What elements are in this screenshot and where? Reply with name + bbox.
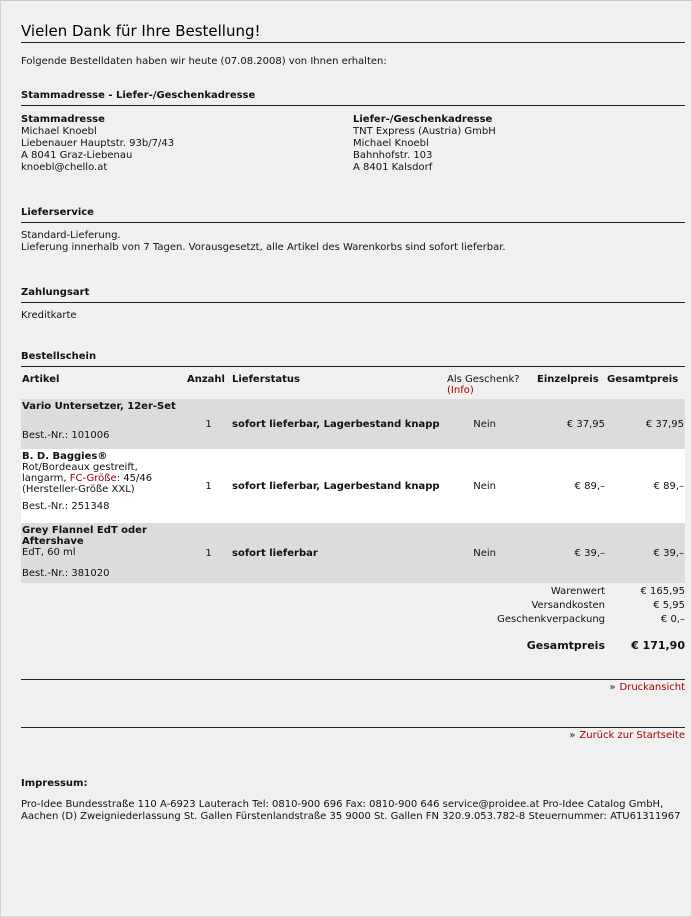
col-gift [446, 367, 536, 399]
print-link-row [21, 679, 685, 693]
delivery-address-heading: Liefer-/Geschenkadresse [353, 114, 493, 125]
order-table [21, 367, 685, 583]
article-cell [21, 523, 186, 583]
article-desc-text: Rot/Bordeaux gestreift, langarm, [22, 462, 138, 484]
article-cell [21, 399, 186, 449]
article-name: Grey Flannel EdT oder Aftershave [22, 525, 147, 547]
article-number: Best.-Nr.: 101006 [22, 430, 110, 441]
double-chevron-right-icon: ›› [609, 682, 614, 693]
grand-total-row [21, 639, 685, 653]
wrap-value: € 0,– [660, 614, 685, 625]
shipping-value: € 5,95 [653, 600, 685, 611]
back-link-row [21, 727, 685, 741]
article-number: Best.-Nr.: 251348 [22, 501, 110, 512]
gift-cell: Nein [446, 399, 536, 449]
goods-value: € 165,95 [640, 586, 685, 597]
main-address-email: knoebl@chello.at [21, 162, 108, 173]
table-row [21, 523, 685, 583]
qty-cell: 1 [186, 449, 231, 523]
total-price-cell: € 89,– [606, 449, 685, 523]
col-qty: Anzahl [187, 374, 225, 385]
total-price-cell: € 39,– [606, 523, 685, 583]
size-link[interactable]: FC-Größe [69, 473, 117, 484]
main-address-heading: Stammadresse [21, 114, 105, 125]
address-section-title: Stammadresse - Liefer-/Geschenkadresse [21, 90, 685, 106]
order-totals [21, 585, 685, 653]
order-table-header [21, 367, 685, 399]
order-title: Bestellschein [21, 351, 685, 367]
qty-cell: 1 [186, 399, 231, 449]
delivery-service-text [21, 230, 685, 254]
delivery-service-line: Lieferung innerhalb von 7 Tagen. Vorausgesetzt, alle Artikel des Warenkorbs sind sofort lieferbar. [21, 242, 506, 253]
qty-cell: 1 [186, 523, 231, 583]
article-description: EdT, 60 ml [22, 547, 76, 558]
impressum-text: Pro-Idee Bundesstraße 110 A-6923 Lauterach Tel: 0810-900 696 Fax: 0810-900 646 service@proidee.at Pro-Idee Catalog GmbH, Aachen (D) Zweigniederlassung St. Gallen Fürstenlandstraße 35 9000 St. Gallen FN 320.9.053.782-8 Steuernummer: ATU61311967 [21, 799, 681, 822]
article-description [22, 462, 185, 495]
gift-cell: Nein [446, 523, 536, 583]
main-address [21, 114, 353, 174]
totals-row [21, 599, 685, 613]
payment-method: Kreditkarte [21, 310, 77, 321]
col-status: Lieferstatus [232, 374, 300, 385]
col-total-price: Gesamtpreis [607, 374, 679, 385]
grand-total-value: € 171,90 [631, 639, 685, 652]
shipping-label: Versandkosten [531, 600, 605, 611]
delivery-service-title: Lieferservice [21, 207, 685, 223]
col-article: Artikel [22, 374, 60, 385]
print-view-link[interactable]: Druckansicht [619, 682, 685, 693]
article-name: Vario Untersetzer, 12er-Set [22, 401, 176, 412]
page-title: Vielen Dank für Ihre Bestellung! [21, 20, 685, 43]
delivery-address-line: A 8401 Kalsdorf [353, 162, 433, 173]
gift-cell: Nein [446, 449, 536, 523]
intro-text: Folgende Bestelldaten haben wir heute (07.08.2008) von Ihnen erhalten: [21, 56, 387, 67]
article-name: B. D. Baggies® [22, 451, 108, 462]
delivery-address-line: Bahnhofstr. 103 [353, 150, 433, 161]
main-address-line: A 8041 Graz-Liebenau [21, 150, 133, 161]
article-cell [21, 449, 186, 523]
grand-total-label: Gesamtpreis [526, 639, 605, 652]
address-block [21, 114, 685, 174]
article-number: Best.-Nr.: 381020 [22, 568, 110, 579]
order-confirmation [21, 20, 685, 823]
unit-price-cell: € 37,95 [536, 399, 606, 449]
unit-price-cell: € 89,– [536, 449, 606, 523]
delivery-address-line: Michael Knoebl [353, 138, 429, 149]
unit-price-cell: € 39,– [536, 523, 606, 583]
payment-title: Zahlungsart [21, 287, 685, 303]
delivery-address [353, 114, 685, 174]
table-row [21, 449, 685, 523]
wrap-label: Geschenkverpackung [497, 614, 605, 625]
main-address-line: Michael Knoebl [21, 126, 97, 137]
main-address-line: Liebenauer Hauptstr. 93b/7/43 [21, 138, 175, 149]
col-unit-price: Einzelpreis [537, 374, 599, 385]
totals-row [21, 613, 685, 627]
status-cell: sofort lieferbar, Lagerbestand knapp [231, 399, 446, 449]
totals-row [21, 585, 685, 599]
article-desc-text: : 45/46 (Hersteller-Größe XXL) [22, 473, 153, 495]
col-gift-label: Als Geschenk? [447, 374, 520, 385]
status-cell: sofort lieferbar, Lagerbestand knapp [231, 449, 446, 523]
delivery-service-line: Standard-Lieferung. [21, 230, 121, 241]
goods-label: Warenwert [550, 586, 605, 597]
double-chevron-right-icon: ›› [569, 730, 574, 741]
impressum-title: Impressum: [21, 778, 88, 789]
table-row [21, 399, 685, 449]
gift-info-link[interactable]: (Info) [447, 385, 474, 396]
status-cell: sofort lieferbar [231, 523, 446, 583]
back-to-home-link[interactable]: Zurück zur Startseite [579, 730, 685, 741]
total-price-cell: € 37,95 [606, 399, 685, 449]
delivery-address-line: TNT Express (Austria) GmbH [353, 126, 496, 137]
